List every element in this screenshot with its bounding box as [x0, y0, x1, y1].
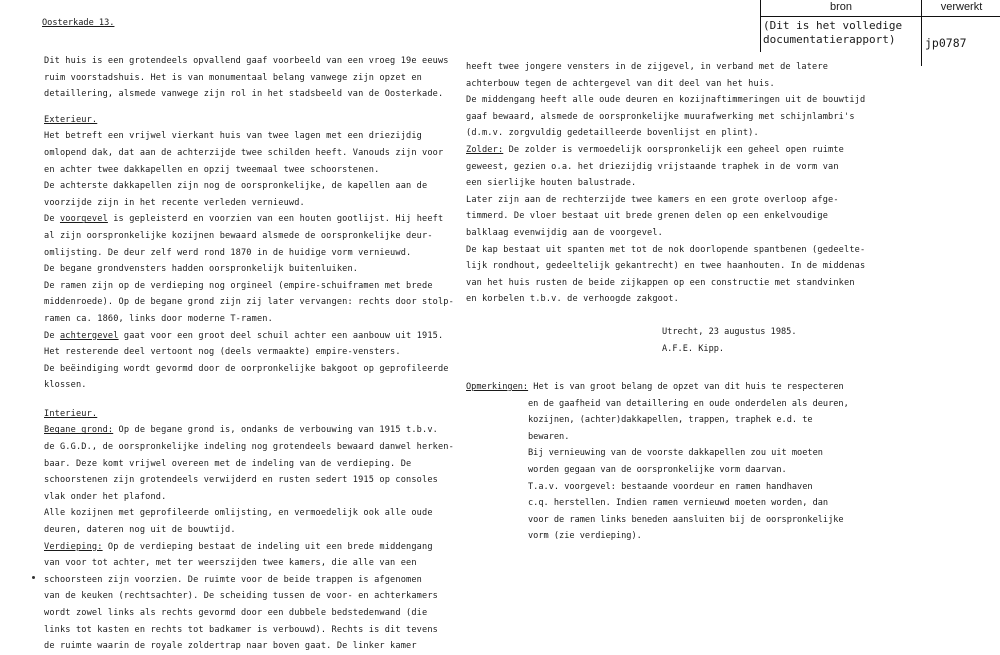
text-line: Het resterende deel vertoont nog (deels vermaakte) empire-vensters.	[44, 347, 401, 358]
text-line: en de gaafheid van detaillering en oude onderdelen als deuren,	[528, 398, 849, 409]
stamp-source-line: documentatierapport)	[763, 33, 896, 46]
text-line: van het huis rusten de beide zijkappen op een constructie met standvinken	[466, 277, 855, 288]
text-line: de G.G.D., de oorspronkelijke indeling nog grotendeels bewaard danwel herken-	[44, 442, 454, 453]
right-column	[466, 59, 896, 308]
stamp-verwerkt-label: verwerkt	[921, 0, 1000, 16]
text-line: De achterste dakkapellen zijn nog de oorspronkelijke, de kapellen aan de	[44, 181, 428, 192]
text-line: vlak onder het plafond.	[44, 491, 167, 502]
text-line: wordt zowel links als rechts gevormd door een dubbele bedstedenwand (die	[44, 608, 428, 618]
text-line: Bij vernieuwing van de voorste dakkapellen zou uit moeten	[528, 448, 823, 459]
text-line: van voor tot achter, met ter weerszijden twee kamers, die alle van een	[44, 558, 417, 569]
text-line: al zijn oorspronkelijke kozijnen bewaard alsmede de oorspronkelijke deur-	[44, 230, 433, 241]
text-fragment: De zolder is vermoedelijk oorspronkelijk een geheel open ruimte	[503, 144, 845, 155]
stamp-source-note	[763, 19, 902, 47]
stamp-divider-mid	[921, 16, 922, 66]
text-line: achterbouw tegen de achtergevel van dit deel van het huis.	[466, 78, 775, 89]
subheading-zolder: Zolder:	[466, 144, 504, 155]
text-line: De beëindiging wordt gevormd door de oorpronkelijke bakgoot op geprofileerde	[44, 363, 449, 374]
intro-paragraph	[44, 53, 464, 103]
text-line: detaillering, alsmede vanwege zijn rol in het stadsbeeld van de Oosterkade.	[44, 89, 444, 100]
subheading-verdieping: Verdieping:	[44, 541, 103, 552]
text-line: bewaren.	[528, 431, 570, 442]
text-line: ruim voorstadshuis. Het is van monumentaal belang vanwege zijn opzet en	[44, 72, 422, 83]
section-heading-interieur: Interieur.	[44, 408, 98, 419]
text-line: omlopend dak, dat aan de achterzijde twee schilden heeft. Vanouds zijn voor	[44, 147, 444, 158]
text-line: geweest, gezien o.a. het driezijdig vrijstaande traphek in de vorm van	[466, 161, 839, 172]
text-line: gaaf bewaard, alsmede de oorspronkelijke muurafwerking met schijnlambri's	[466, 111, 855, 122]
section-heading-exterieur: Exterieur.	[44, 114, 98, 125]
stamp-code: jp0787	[925, 36, 967, 50]
subheading-achtergevel: achtergevel	[59, 330, 119, 341]
text-fragment: Het is van groot belang de opzet van dit huis te respecteren	[528, 382, 844, 392]
stamp-bron-label: bron	[760, 0, 921, 16]
text-line: ramen ca. 1860, links door moderne T-ramen.	[44, 313, 273, 324]
text-fragment: Op de begane grond is, ondanks de verbouwing van 1915 t.b.v.	[113, 425, 438, 436]
stamp-divider-left	[760, 16, 761, 52]
text-line: balklaag evenwijdig aan de voorgevel.	[466, 227, 663, 238]
text-line: vorm (zie verdieping).	[528, 531, 642, 542]
document-title: Oosterkade 13.	[42, 18, 115, 28]
text-line: worden gegaan van de oorspronkelijke vorm daarvan.	[528, 464, 787, 475]
text-line: schoorsteen zijn voorzien. De ruimte voor de beide trappen is afgenomen	[44, 574, 422, 585]
subheading-begane-grond: Begane grond:	[44, 425, 114, 436]
text-line: deuren, dateren nog uit de bouwtijd.	[44, 525, 236, 536]
stamp-source-line: (Dit is het volledige	[763, 19, 903, 32]
text-line: baar. Deze komt vrijwel overeen met de indeling van de verdieping. De	[44, 458, 412, 469]
author: A.F.E. Kipp.	[662, 343, 725, 354]
text-line: voorzijde zijn in het recente verleden vernieuwd.	[44, 197, 305, 208]
text-line: Dit huis is een grotendeels opvallend gaaf voorbeeld van een vroeg 19e eeuws	[44, 56, 449, 66]
text-line	[466, 142, 896, 159]
text-line: middenroede). Op de begane grond zijn zij later vervangen: rechts door stolp-	[44, 297, 454, 308]
text-line	[44, 328, 464, 345]
text-line: een sierlijke houten balustrade.	[466, 178, 637, 189]
left-column	[44, 53, 464, 655]
text-line: De middengang heeft alle oude deuren en kozijnaftimmeringen uit de bouwtijd	[466, 95, 866, 106]
text-line: timmerd. De vloer bestaat uit brede grenen delen op een enkelvoudige	[466, 211, 829, 222]
text-fragment: is gepleisterd en voorzien van een houten gootlijst. Hij heeft	[107, 214, 444, 225]
text-line: De kap bestaat uit spanten met tot de nok doorlopende spantbenen (gedeelte-	[466, 244, 866, 255]
text-line: c.q. herstellen. Indien ramen vernieuwd moeten worden, dan	[528, 498, 829, 509]
text-fragment: De	[44, 330, 60, 341]
text-fragment: Op de verdieping bestaat de indeling uit een brede middengang	[102, 541, 433, 552]
text-fragment: De	[44, 214, 60, 225]
remarks-label: Opmerkingen:	[466, 382, 529, 392]
margin-dot	[32, 576, 35, 579]
text-line: en korbelen t.b.v. de verhoogde zakgoot.	[466, 294, 679, 305]
signature-block	[662, 324, 797, 357]
text-line: links tot kasten en rechts tot badkamer is verbouwd). Rechts is dit tevens	[44, 624, 438, 635]
text-line: Het betreft een vrijwel vierkant huis van twee lagen met een driezijdig	[44, 131, 422, 142]
text-line: T.a.v. voorgevel: bestaande voordeur en ramen handhaven	[528, 481, 813, 492]
text-line	[44, 211, 464, 228]
text-line: De begane grondvensters hadden oorspronkelijk buitenluiken.	[44, 264, 359, 275]
subheading-voorgevel: voorgevel	[59, 214, 108, 225]
text-line	[466, 379, 849, 396]
text-line: Alle kozijnen met geprofileerde omlijsting, en vermoedelijk ook alle oude	[44, 508, 433, 519]
remarks-block	[466, 379, 849, 545]
text-line: voor de ramen links beneden aansluiten bij de oorspronkelijke	[528, 514, 844, 525]
text-line: klossen.	[44, 380, 87, 391]
place-date: Utrecht, 23 augustus 1985.	[662, 327, 797, 337]
text-line: heeft twee jongere vensters in de zijgevel, in verband met de latere	[466, 62, 829, 72]
text-line: en achter twee dakkapellen en opzij tweemaal twee schoorstenen.	[44, 164, 380, 175]
text-line: omlijsting. De deur zelf werd rond 1870 in de huidige vorm vernieuwd.	[44, 247, 412, 258]
text-line: kozijnen, (achter)dakkapellen, trappen, traphek e.d. te	[528, 415, 813, 426]
text-line: (d.m.v. zorgvuldig gedetailleerde bovenlijst en plint).	[466, 128, 759, 139]
text-line	[44, 422, 464, 439]
text-line: De ramen zijn op de verdieping nog orgineel (empire-schuiframen met brede	[44, 280, 433, 291]
text-line: schoorstenen zijn grotendeels verwijderd en rusten sedert 1915 op consoles	[44, 475, 438, 486]
text-line: lijk rondhout, gedeeltelijk gekantrecht) en twee haanhouten. In de middenas	[466, 261, 866, 272]
text-line: de ruimte waarin de royale zoldertrap naar boven gaat. De linker kamer	[44, 641, 417, 652]
text-line: van de keuken (rechtsachter). De scheiding tussen de voor- en achterkamers	[44, 591, 438, 602]
text-line	[44, 539, 464, 556]
text-fragment: gaat voor een groot deel schuil achter een aanbouw uit 1915.	[118, 330, 444, 341]
text-line: Later zijn aan de rechterzijde twee kamers en een grote overloop afge-	[466, 194, 839, 205]
